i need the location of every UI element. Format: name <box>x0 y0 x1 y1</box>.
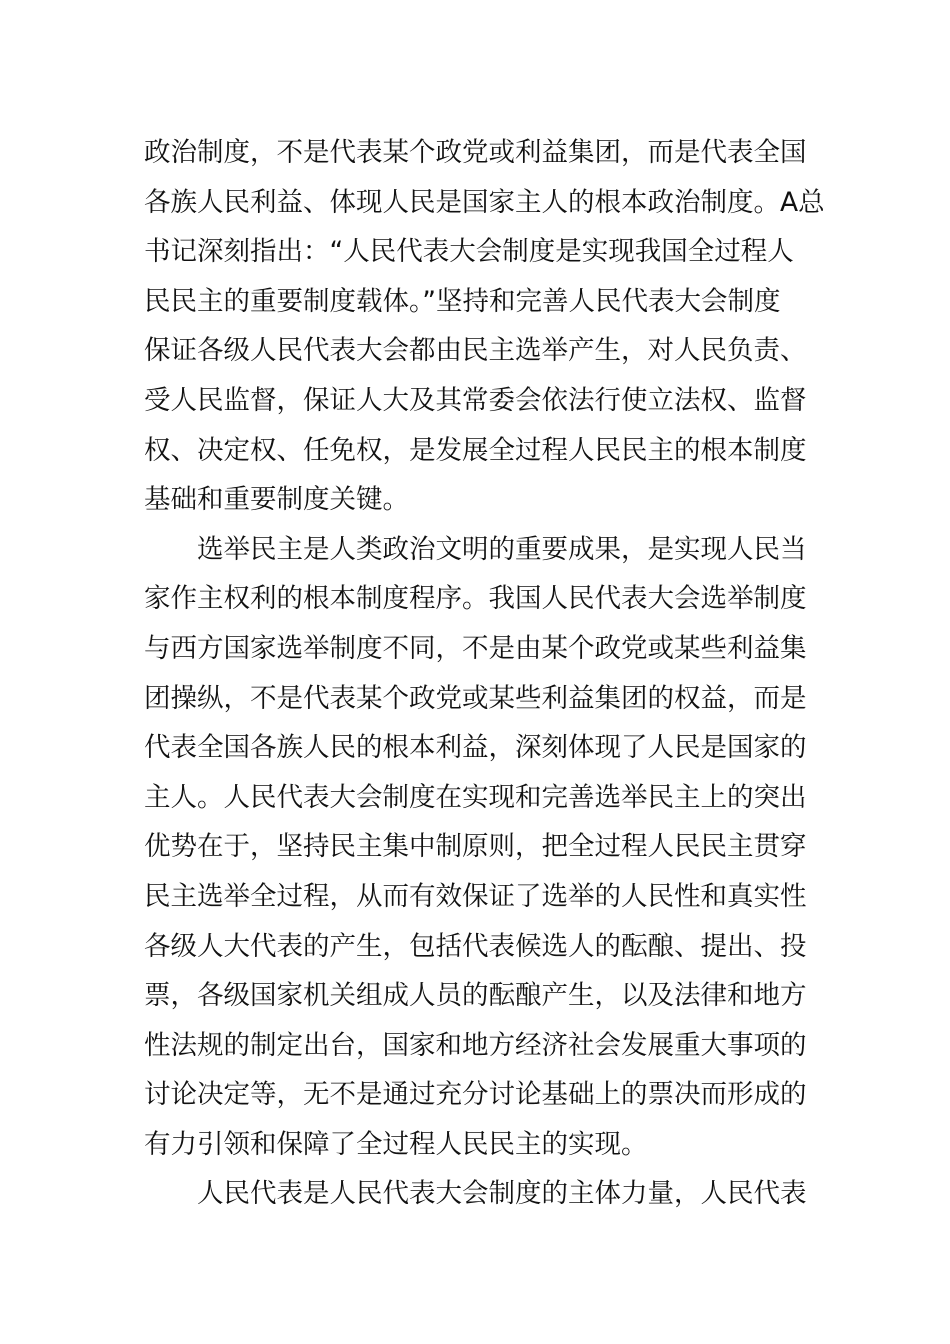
text-line: 与西方国家选举制度不同，不是由某个政党或某些利益集 <box>144 632 807 664</box>
text-line: 民主选举全过程，从而有效保证了选举的人民性和真实性 <box>144 880 807 912</box>
paragraph-first-line: 人民代表是人民代表大会制度的主体力量，人民代表 <box>197 1178 807 1210</box>
text-line: 讨论决定等，无不是通过充分讨论基础上的票决而形成的 <box>144 1079 807 1111</box>
text-line: 优势在于，坚持民主集中制原则，把全过程人民民主贯穿 <box>144 831 807 863</box>
text-line: 受人民监督，保证人大及其常委会依法行使立法权、监督 <box>144 384 807 416</box>
text-line: 性法规的制定出台，国家和地方经济社会发展重大事项的 <box>144 1029 807 1061</box>
text-line: 团操纵，不是代表某个政党或某些利益集团的权益，而是 <box>144 682 807 714</box>
text-line: 基础和重要制度关键。 <box>144 484 409 516</box>
text-line: 票，各级国家机关组成人员的酝酿产生，以及法律和地方 <box>144 980 807 1012</box>
text-line: 保证各级人民代表大会都由民主选举产生，对人民负责、 <box>144 335 807 367</box>
text-line: 代表全国各族人民的根本利益，深刻体现了人民是国家的 <box>144 732 807 764</box>
text-line: 各级人大代表的产生，包括代表候选人的酝酿、提出、投 <box>144 930 807 962</box>
text-line: 主人。人民代表大会制度在实现和完善选举民主上的突出 <box>144 781 807 813</box>
text-line: 家作主权利的根本制度程序。我国人民代表大会选举制度 <box>144 583 807 615</box>
text-line: 政治制度，不是代表某个政党或利益集团，而是代表全国 <box>144 137 807 168</box>
text-line: 有力引领和保障了全过程人民民主的实现。 <box>144 1128 648 1160</box>
text-line: 权、决定权、任免权，是发展全过程人民民主的根本制度 <box>144 434 807 466</box>
text-line: 各族人民利益、体现人民是国家主人的根本政治制度。A总 <box>144 186 825 218</box>
text-line: 民民主的重要制度载体。”坚持和完善人民代表大会制度 <box>144 285 781 317</box>
paragraph-first-line: 选举民主是人类政治文明的重要成果，是实现人民当 <box>197 533 807 565</box>
body-text <box>144 128 825 1219</box>
text-line: 书记深刻指出：“人民代表大会制度是实现我国全过程人 <box>144 236 794 268</box>
